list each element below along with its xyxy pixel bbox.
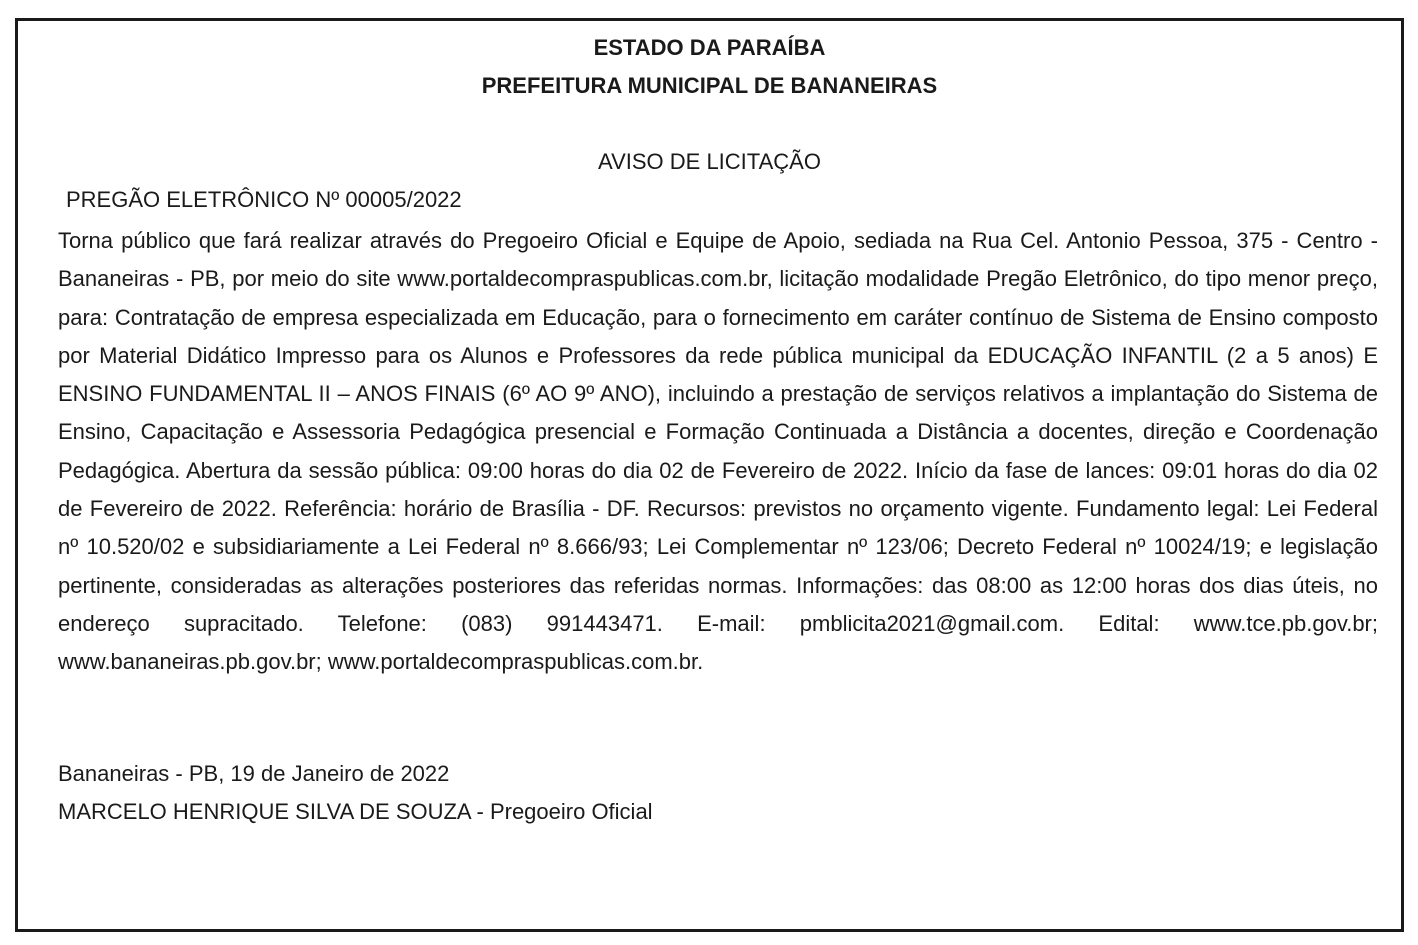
notice-body: Torna público que fará realizar através do Pregoeiro Oficial e Equipe de Apoio, sediada na Rua Cel. Antonio Pessoa, 375 - Centro - Bananeiras - PB, por meio do site www.portaldecompraspublicas.com.br, licitação modalidade Pregão Eletrônico, do tipo menor preço, para: Contratação de empresa especializada em Educação, para o fornecimento em caráter contínuo de Sistema de Ensino composto por Material Didático Impresso para os Alunos e Professores da rede pública municipal da EDUCAÇÃO INFANTIL (2 a 5 anos) E ENSINO FUNDAMENTAL II – ANOS FINAIS (6º AO 9º ANO), incluindo a prestação de serviços relativos a implantação do Sistema de Ensino, Capacitação e Assessoria Pedagógica presencial e Formação Continuada a Distância a docentes, direção e Coordenação Pedagógica. Abertura da sessão pública: 09:00 horas do dia 02 de Fevereiro de 2022. Início da fase de lances: 09:01 horas do dia 02 de Fevereiro de 2022. Referência: horário de Brasília - DF. Recursos: previstos no orçamento vigente. Fundamento legal: Lei Federal nº 10.520/02 e subsidiariamente a Lei Federal nº 8.666/93; Lei Complementar nº 123/06; Decreto Federal nº 10024/19; e legislação pertinente, consideradas as alterações posteriores das referidas normas. Informações: das 08:00 as 12:00 horas dos dias úteis, no endereço supracitado. Telefone: (083) 991443471. E-mail: pmblicita2021@gmail.com. Edital: www.tce.pb.gov.br; www.bananeiras.pb.gov.br; www.portaldecompraspublicas.com.br. <box>58 228 1378 675</box>
municipality-heading: PREFEITURA MUNICIPAL DE BANANEIRAS <box>481 73 938 98</box>
notice-frame <box>15 18 1404 932</box>
notice-title: AVISO DE LICITAÇÃO <box>598 149 821 174</box>
signatory: MARCELO HENRIQUE SILVA DE SOUZA - Pregoeiro Oficial <box>58 799 653 824</box>
process-number: PREGÃO ELETRÔNICO Nº 00005/2022 <box>66 187 462 212</box>
state-heading: ESTADO DA PARAÍBA <box>593 35 826 60</box>
place-date: Bananeiras - PB, 19 de Janeiro de 2022 <box>58 761 450 786</box>
